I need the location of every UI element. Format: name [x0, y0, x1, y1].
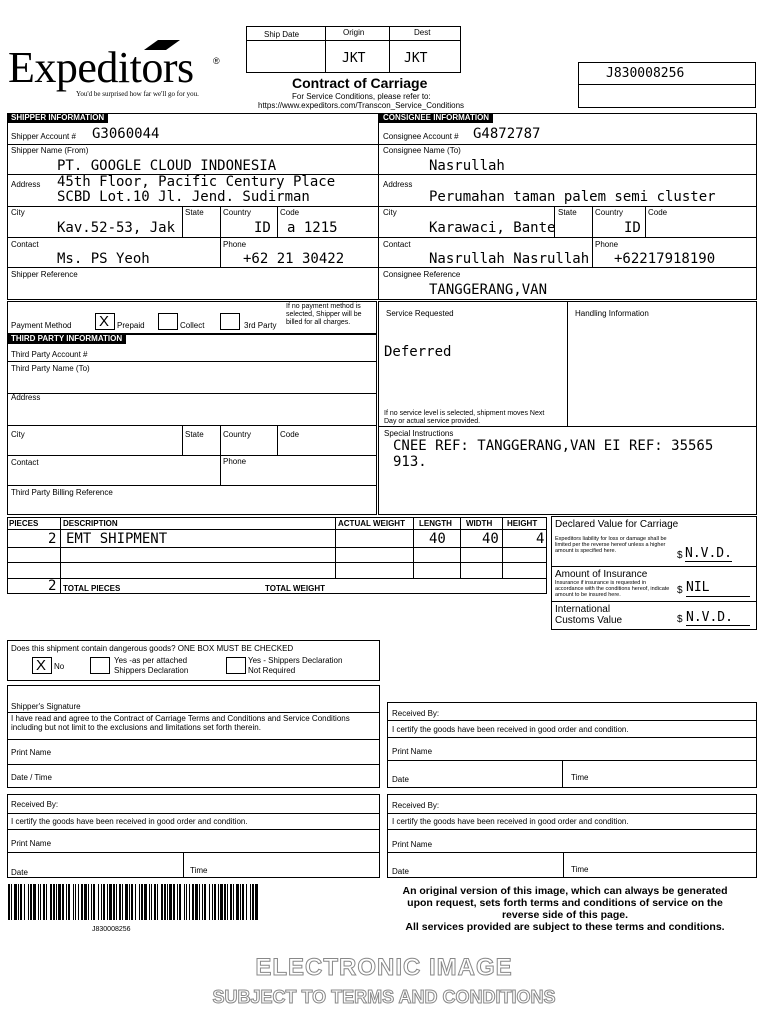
logo-registered: ® — [213, 56, 220, 66]
customs-title2: Customs Value — [555, 615, 623, 626]
customs-value: N.V.D. — [686, 610, 733, 625]
shipper-name-label: Shipper Name (From) — [11, 146, 89, 155]
shipper-phone-label: Phone — [223, 240, 247, 249]
total-pieces-label: TOTAL PIECES — [63, 584, 121, 593]
tracking-number: J830008256 — [606, 66, 685, 81]
dangerous-yes-attached2: Shippers Declaration — [114, 666, 189, 675]
dest-value: JKT — [404, 51, 428, 66]
certify-right-top: I certify the goods have been received in good order and condition. — [392, 725, 629, 734]
barcode-bar — [81, 884, 83, 920]
shipper-city-label: City — [11, 208, 25, 217]
barcode-bar — [119, 884, 121, 920]
prepaid-label: Prepaid — [117, 321, 145, 330]
dangerous-question: Does this shipment contain dangerous goods? ONE BOX MUST BE CHECKED — [11, 644, 294, 653]
third-party-code-label: Code — [280, 430, 300, 439]
shipper-reference-label: Shipper Reference — [11, 270, 78, 279]
shipper-phone: +62 21 30422 — [243, 251, 345, 267]
barcode-bar — [66, 884, 67, 920]
barcode-bar — [218, 884, 219, 920]
insurance-value: NIL — [686, 580, 710, 595]
original-line4: All services provided are subject to these terms and conditions. — [405, 921, 725, 933]
shipper-code: a 1215 — [287, 220, 338, 236]
shipper-account: G3060044 — [92, 126, 160, 142]
shipper-print-name-label: Print Name — [11, 748, 52, 757]
barcode-bar — [78, 884, 79, 920]
barcode-bar — [40, 884, 41, 920]
barcode-bar — [240, 884, 241, 920]
barcode — [8, 884, 258, 920]
barcode-bar — [224, 884, 226, 920]
consignee-section-header: CONSIGNEE INFORMATION — [379, 113, 493, 123]
payment-note1: If no payment method is — [286, 303, 361, 310]
received-right-top-time-label: Time — [571, 773, 589, 782]
shipper-section-header: SHIPPER INFORMATION — [7, 113, 108, 123]
dangerous-yes-attached-checkbox[interactable] — [90, 657, 110, 674]
barcode-bar — [236, 884, 239, 920]
barcode-bar — [101, 884, 102, 920]
logo-tagline: You'd be surprised how far we'll go for you. — [76, 90, 199, 98]
watermark-line2: SUBJECT TO TERMS AND CONDITIONS — [212, 987, 556, 1007]
shipper-country-label: Country — [223, 208, 252, 217]
barcode-bar — [230, 884, 232, 920]
collect-checkbox[interactable] — [158, 313, 178, 330]
shipper-code-label: Code — [280, 208, 300, 217]
third-party-address-label: Address — [11, 393, 41, 402]
barcode-number: J830008256 — [92, 926, 131, 933]
barcode-bar — [250, 884, 251, 920]
original-line1: An original version of this image, which can always be generated — [402, 885, 728, 897]
barcode-bar — [135, 884, 136, 920]
contract-title: Contract of Carriage — [292, 75, 428, 91]
barcode-bar — [195, 884, 198, 920]
origin-value: JKT — [342, 51, 366, 66]
special-instructions2: 913. — [393, 454, 427, 470]
declared-currency: $ — [677, 550, 683, 561]
third-party-section-header: THIRD PARTY INFORMATION — [7, 334, 126, 344]
consignee-city: Karawaci, Bante — [429, 220, 556, 236]
barcode-bar — [252, 884, 254, 920]
third-party-account-label: Third Party Account # — [11, 350, 88, 359]
third-party-billing-label: Third Party Billing Reference — [11, 488, 113, 497]
barcode-bar — [53, 884, 55, 920]
barcode-bar — [184, 884, 185, 920]
col-length: LENGTH — [419, 519, 452, 528]
third-party-name-label: Third Party Name (To) — [11, 364, 90, 373]
barcode-bar — [43, 884, 45, 920]
consignee-country: ID — [624, 220, 641, 236]
barcode-bar — [157, 884, 158, 920]
barcode-bar — [164, 884, 166, 920]
third-party-checkbox[interactable] — [220, 313, 240, 330]
consignee-city-label: City — [383, 208, 397, 217]
barcode-bar — [38, 884, 39, 920]
consignee-reference: TANGGERANG,VAN — [429, 282, 548, 298]
consignee-code-label: Code — [648, 208, 668, 217]
barcode-bar — [33, 884, 36, 920]
received-left-date-label: Date — [11, 868, 28, 877]
received-left-print-name-label: Print Name — [11, 839, 52, 848]
barcode-bar — [11, 884, 12, 920]
payment-method-label: Payment Method — [11, 321, 72, 330]
barcode-bar — [167, 884, 168, 920]
received-by-left-label: Received By: — [11, 800, 59, 809]
total-weight-label: TOTAL WEIGHT — [265, 584, 325, 593]
prepaid-checkbox[interactable] — [95, 313, 115, 330]
col-height: HEIGHT — [507, 519, 538, 528]
customs-currency: $ — [677, 614, 683, 625]
barcode-bar — [88, 884, 89, 920]
barcode-bar — [14, 884, 17, 920]
shipper-signature-box — [7, 685, 380, 788]
handling-info-label: Handling Information — [575, 309, 649, 318]
collect-label: Collect — [180, 321, 205, 330]
third-party-contact-label: Contact — [11, 458, 39, 467]
barcode-bar — [8, 884, 10, 920]
consignee-name-label: Consignee Name (To) — [383, 146, 461, 155]
special-instructions-label: Special Instructions — [384, 429, 454, 438]
dangerous-yes-not2: Not Required — [248, 666, 296, 675]
barcode-bar — [186, 884, 187, 920]
payment-note3: billed for all charges. — [286, 319, 351, 326]
agree-line1: I have read and agree to the Contract of Carriage Terms and Conditions and Service Conditions — [11, 714, 350, 723]
barcode-bar — [122, 884, 123, 920]
barcode-bar — [177, 884, 178, 920]
barcode-bar — [109, 884, 112, 920]
consignee-contact: Nasrullah Nasrullah — [429, 251, 590, 267]
barcode-bar — [151, 884, 152, 920]
ship-date-label: Ship Date — [264, 30, 300, 39]
prepaid-check-mark: X — [99, 313, 110, 330]
barcode-bar — [20, 884, 22, 920]
shipper-account-label: Shipper Account # — [11, 132, 76, 141]
barcode-bar — [149, 884, 150, 920]
barcode-bar — [84, 884, 87, 920]
certify-right-bottom: I certify the goods have been received in good order and condition. — [392, 817, 629, 826]
shipper-city: Kav.52-53, Jak — [57, 220, 176, 236]
barcode-bar — [179, 884, 181, 920]
insurance-currency: $ — [677, 585, 683, 596]
consignee-country-label: Country — [595, 208, 624, 217]
dest-label: Dest — [414, 28, 431, 37]
barcode-bar — [50, 884, 52, 920]
barcode-bar — [103, 884, 105, 920]
barcode-bar — [220, 884, 223, 920]
shipper-contact: Ms. PS Yeoh — [57, 251, 150, 267]
row-width: 40 — [482, 531, 499, 547]
shipper-contact-label: Contact — [11, 240, 39, 249]
barcode-bar — [173, 884, 175, 920]
service-requested-label: Service Requested — [386, 309, 454, 318]
barcode-bar — [98, 884, 99, 920]
third-party-country-label: Country — [223, 430, 252, 439]
received-by-right-top-label: Received By: — [392, 709, 440, 718]
barcode-bar — [62, 884, 64, 920]
shipper-name: PT. GOOGLE CLOUD INDONESIA — [57, 158, 277, 174]
consignee-phone: +62217918190 — [614, 251, 716, 267]
barcode-bar — [24, 884, 25, 920]
certify-left: I certify the goods have been received in good order and condition. — [11, 817, 248, 826]
barcode-bar — [204, 884, 206, 920]
col-width: WIDTH — [466, 519, 493, 528]
col-actual-weight: ACTUAL WEIGHT — [338, 519, 405, 528]
expeditors-logo — [8, 44, 223, 100]
barcode-bar — [192, 884, 194, 920]
barcode-bar — [154, 884, 156, 920]
service-requested: Deferred — [384, 344, 452, 360]
barcode-bar — [161, 884, 163, 920]
dangerous-no-checkbox[interactable] — [32, 657, 52, 674]
barcode-bar — [91, 884, 92, 920]
dangerous-no-check-mark: X — [36, 657, 47, 674]
barcode-bar — [199, 884, 200, 920]
shipper-address2: SCBD Lot.10 Jl. Jend. Sudirman — [57, 189, 310, 205]
barcode-bar — [131, 884, 133, 920]
received-left-time-label: Time — [190, 866, 208, 875]
barcode-bar — [107, 884, 108, 920]
shipper-signature-label: Shipper's Signature — [11, 702, 81, 711]
barcode-bar — [144, 884, 147, 920]
shipper-country: ID — [254, 220, 271, 236]
barcode-bar — [233, 884, 234, 920]
original-notice — [380, 885, 750, 933]
col-pieces: PIECES — [9, 519, 39, 528]
barcode-bar — [141, 884, 143, 920]
dangerous-no-label: No — [54, 662, 65, 671]
barcode-bar — [30, 884, 32, 920]
total-pieces-value: 2 — [48, 578, 57, 594]
declared-title: Declared Value for Carriage — [555, 519, 679, 530]
agree-line2: including but not limit to the exclusions and limitations set forth therein. — [11, 723, 261, 732]
barcode-bar — [202, 884, 203, 920]
row-length: 40 — [429, 531, 446, 547]
third-party-phone-label: Phone — [223, 457, 247, 466]
barcode-bar — [75, 884, 76, 920]
watermark-line1: ELECTRONIC IMAGE — [255, 954, 513, 981]
barcode-bar — [18, 884, 19, 920]
barcode-bar — [58, 884, 61, 920]
row-description: EMT SHIPMENT — [66, 531, 168, 547]
consignee-account: G4872787 — [473, 126, 541, 142]
row-pieces: 2 — [48, 531, 57, 547]
service-note1: If no service level is selected, shipment moves Next — [384, 410, 545, 417]
special-instructions1: CNEE REF: TANGGERANG,VAN EI REF: 35565 — [393, 438, 714, 454]
barcode-bar — [214, 884, 216, 920]
barcode-bar — [129, 884, 130, 920]
third-party-city-label: City — [11, 430, 25, 439]
shipper-address-label: Address — [11, 180, 41, 189]
received-right-bottom-print-name-label: Print Name — [392, 840, 433, 849]
consignee-address1: Perumahan taman palem semi cluster — [429, 189, 716, 205]
received-right-bottom-date-label: Date — [392, 867, 409, 876]
row-height: 4 — [536, 531, 545, 547]
consignee-name: Nasrullah — [429, 158, 505, 174]
dangerous-yes-attached1: Yes -as per attached — [114, 656, 188, 665]
consignee-reference-label: Consignee Reference — [383, 270, 461, 279]
barcode-bar — [93, 884, 95, 920]
shipper-state-label: State — [185, 208, 204, 217]
barcode-bar — [46, 884, 47, 920]
consignee-contact-label: Contact — [383, 240, 411, 249]
barcode-bar — [209, 884, 210, 920]
barcode-bar — [255, 884, 258, 920]
consignee-state-label: State — [558, 208, 577, 217]
declared-note: Expeditors liability for loss or damage shall be limited per the reverse hereof unless a higher amount is specified here. — [555, 536, 667, 554]
received-right-bottom-time-label: Time — [571, 865, 589, 874]
dangerous-yes-not-required-checkbox[interactable] — [226, 657, 246, 674]
barcode-bar — [113, 884, 115, 920]
barcode-bar — [189, 884, 190, 920]
insurance-note: Insurance if insurance is requested in accordance with the conditions hereof, indicate amount to be insured here. — [555, 580, 670, 598]
third-party-state-label: State — [185, 430, 204, 439]
barcode-bar — [246, 884, 247, 920]
barcode-bar — [169, 884, 172, 920]
logo-text: Expeditors — [8, 43, 194, 92]
origin-label: Origin — [343, 28, 365, 37]
payment-note2: selected, Shipper will be — [286, 311, 362, 318]
conditions-line1: For Service Conditions, please refer to: — [292, 92, 431, 101]
third-party-label: 3rd Party — [244, 321, 277, 330]
insurance-title: Amount of Insurance — [555, 569, 648, 580]
original-line3: reverse side of this page. — [501, 909, 629, 921]
barcode-bar — [68, 884, 70, 920]
received-right-top-print-name-label: Print Name — [392, 747, 433, 756]
barcode-bar — [125, 884, 128, 920]
barcode-bar — [56, 884, 57, 920]
barcode-bar — [139, 884, 140, 920]
consignee-phone-label: Phone — [595, 240, 619, 249]
received-right-top-date-label: Date — [392, 775, 409, 784]
shipper-date-time-label: Date / Time — [11, 773, 52, 782]
barcode-bar — [227, 884, 228, 920]
barcode-bar — [116, 884, 117, 920]
barcode-bar — [212, 884, 213, 920]
original-line2: upon request, sets forth terms and conditions of service on the — [407, 897, 723, 909]
declared-value: N.V.D. — [685, 546, 732, 561]
barcode-bar — [73, 884, 74, 920]
barcode-bar — [242, 884, 244, 920]
barcode-bar — [28, 884, 29, 920]
received-by-right-bottom-label: Received By: — [392, 801, 440, 810]
shipper-address1: 45th Floor, Pacific Century Place — [57, 174, 336, 190]
customs-title1: International — [555, 604, 611, 615]
consignee-account-label: Consignee Account # — [383, 132, 459, 141]
dangerous-yes-not1: Yes - Shippers Declaration — [248, 656, 343, 665]
consignee-address-label: Address — [383, 180, 413, 189]
conditions-link[interactable]: https://www.expeditors.com/Transcon_Service_Conditions — [258, 101, 465, 110]
col-description: DESCRIPTION — [63, 519, 118, 528]
service-note2: Day or actual service provided. — [384, 418, 481, 425]
